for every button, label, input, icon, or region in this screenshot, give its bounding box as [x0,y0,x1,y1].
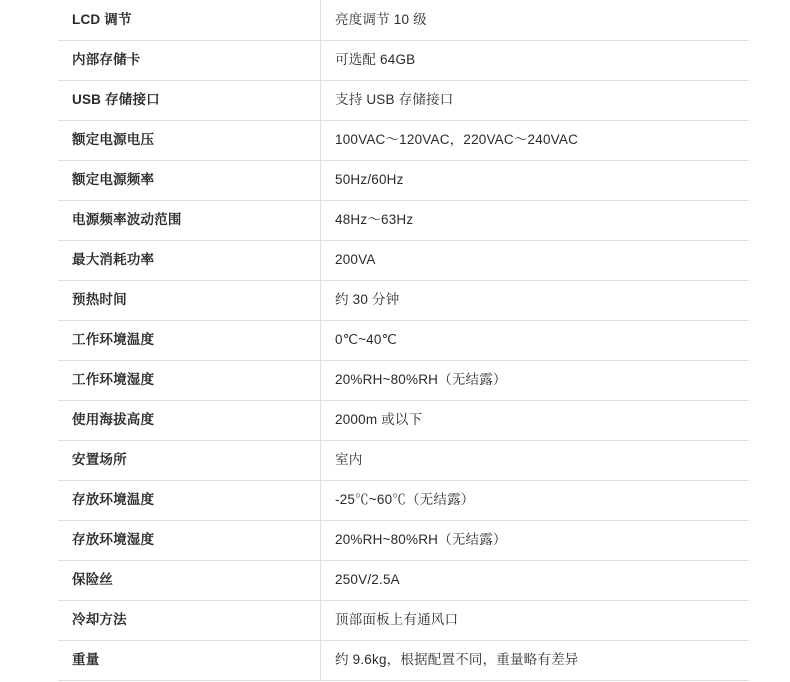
spec-value: 48Hz～63Hz [321,200,750,240]
spec-label: LCD 调节 [58,0,321,40]
table-row [58,160,749,200]
spec-value: -25℃~60℃（无结露） [321,480,750,520]
spec-value: 20%RH~80%RH（无结露） [321,360,750,400]
spec-label: 内部存储卡 [58,40,321,80]
spec-label: 使用海拔高度 [58,400,321,440]
table-row [58,280,749,320]
table-body [58,0,749,680]
table-row [58,640,749,680]
spec-value: 100VAC～120VAC，220VAC～240VAC [321,120,750,160]
spec-label: 预热时间 [58,280,321,320]
spec-label: USB 存储接口 [58,80,321,120]
table-row [58,40,749,80]
spec-value: 2000m 或以下 [321,400,750,440]
spec-value: 20%RH~80%RH（无结露） [321,520,750,560]
spec-value: 约 9.6kg，根据配置不同，重量略有差异 [321,640,750,680]
specifications-table [58,0,749,681]
table-row [58,480,749,520]
table-row [58,0,749,40]
spec-label: 存放环境湿度 [58,520,321,560]
spec-label: 工作环境湿度 [58,360,321,400]
spec-value: 顶部面板上有通风口 [321,600,750,640]
spec-label: 存放环境温度 [58,480,321,520]
spec-label: 冷却方法 [58,600,321,640]
table-row [58,520,749,560]
table-row [58,560,749,600]
table-row [58,360,749,400]
table-row [58,320,749,360]
spec-label: 额定电源频率 [58,160,321,200]
table-row [58,440,749,480]
spec-value: 200VA [321,240,750,280]
spec-label: 电源频率波动范围 [58,200,321,240]
table-row [58,200,749,240]
spec-value: 50Hz/60Hz [321,160,750,200]
spec-label: 最大消耗功率 [58,240,321,280]
spec-value: 250V/2.5A [321,560,750,600]
spec-value: 亮度调节 10 级 [321,0,750,40]
spec-value: 0℃~40℃ [321,320,750,360]
table-row [58,400,749,440]
table-row [58,80,749,120]
table-row [58,120,749,160]
table-row [58,600,749,640]
spec-label: 保险丝 [58,560,321,600]
spec-label: 工作环境温度 [58,320,321,360]
table-row [58,240,749,280]
spec-value: 约 30 分钟 [321,280,750,320]
spec-label: 安置场所 [58,440,321,480]
spec-value: 室内 [321,440,750,480]
spec-label: 额定电源电压 [58,120,321,160]
spec-value: 可选配 64GB [321,40,750,80]
spec-value: 支持 USB 存储接口 [321,80,750,120]
spec-label: 重量 [58,640,321,680]
